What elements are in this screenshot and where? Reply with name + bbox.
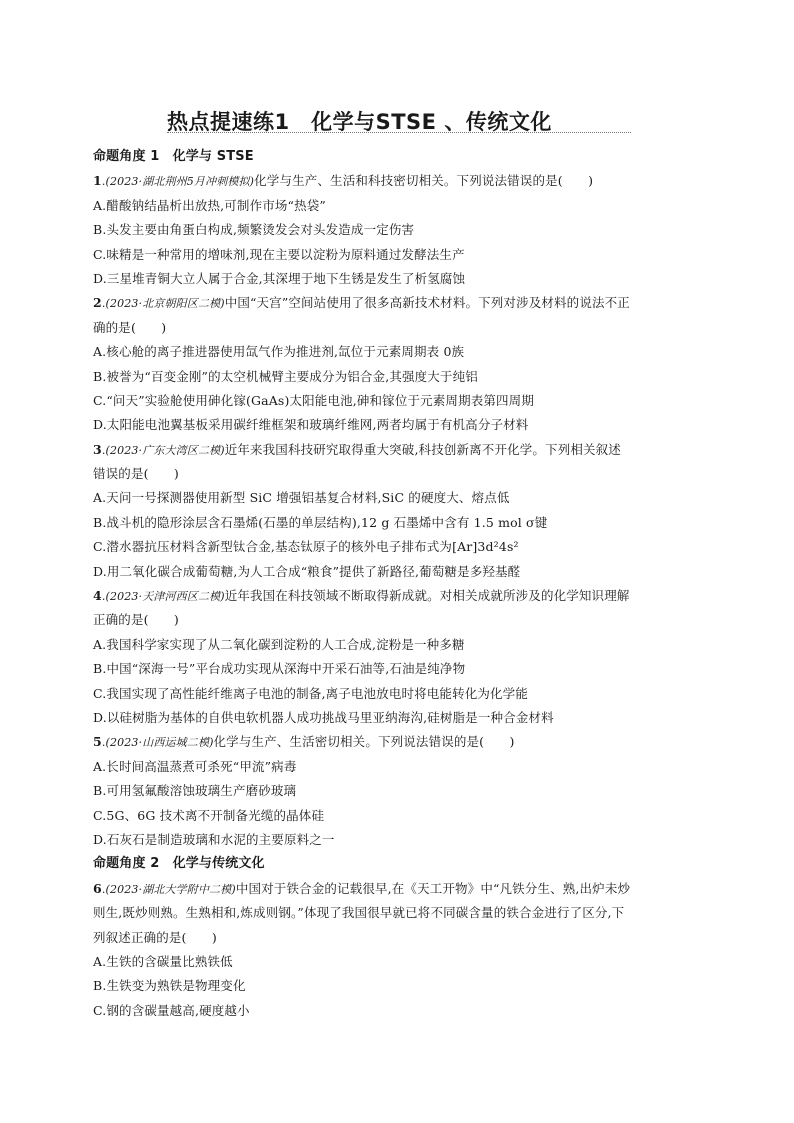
question-stem xyxy=(93,584,713,608)
answer-option: C.味精是一种常用的增味剂,现在主要以淀粉为原料通过发酵法生产 xyxy=(93,246,465,262)
question-text-continued: 列叙述正确的是( ) xyxy=(93,929,217,945)
answer-option: A.天问一号探测器使用新型 SiC 增强铝基复合材料,SiC 的硬度大、熔点低 xyxy=(93,490,510,506)
page-title: 热点提速练1 化学与STSE 、传统文化 xyxy=(167,110,552,134)
answer-option: B.战斗机的隐形涂层含石墨烯(石墨的单层结构),12 g 石墨烯中含有 1.5 mol σ键 xyxy=(93,514,548,530)
answer-option: B.中国“深海一号”平台成功实现从深海中开采石油等,石油是纯净物 xyxy=(93,661,466,677)
section-heading: 命题角度 2 化学与传统文化 xyxy=(93,856,265,872)
question-number: 6 xyxy=(93,880,102,896)
question-stem xyxy=(93,877,713,901)
question-stem xyxy=(93,169,713,193)
question-stem xyxy=(93,730,713,754)
question-source: .(2023·天津河西区二模) xyxy=(101,590,225,604)
question-text-continued: 错误的是( ) xyxy=(93,466,179,482)
question-stem xyxy=(93,291,713,315)
question-source: .(2023·北京朝阳区二模) xyxy=(101,297,225,311)
section-heading: 命题角度 1 化学与 STSE xyxy=(93,149,254,164)
answer-option: D.太阳能电池翼基板采用碳纤维框架和玻璃纤维网,两者均属于有机高分子材料 xyxy=(93,417,529,433)
question-text: 化学与生产、生活和科技密切相关。下列说法错误的是( ) xyxy=(254,173,594,189)
question-source: .(2023·湖北荆州5月冲刺模拟) xyxy=(101,175,255,189)
question-source: .(2023·湖北大学附中二模) xyxy=(101,882,236,896)
answer-option: C.5G、6G 技术离不开制备光缆的晶体硅 xyxy=(93,807,325,823)
answer-option: B.被誉为“百变金刚”的太空机械臂主要成分为铝合金,其强度大于纯铝 xyxy=(93,368,478,384)
question-source: .(2023·山西运城二模) xyxy=(101,736,214,750)
question-text: 近年来我国科技研究取得重大突破,科技创新离不开化学。下列相关叙述 xyxy=(224,441,621,457)
answer-option: C.“问天”实验舱使用砷化镓(GaAs)太阳能电池,砷和镓位于元素周期表第四周期 xyxy=(93,392,534,408)
answer-option: C.我国实现了高性能纤维离子电池的制备,离子电池放电时将电能转化为化学能 xyxy=(93,685,528,701)
question-text: 化学与生产、生活密切相关。下列说法错误的是( ) xyxy=(213,734,515,750)
question-number: 5 xyxy=(93,734,102,750)
question-list xyxy=(93,145,713,1023)
title-underline xyxy=(167,132,631,133)
question-text: 近年我国在科技领域不断取得新成就。对相关成就所涉及的化学知识理解 xyxy=(224,588,630,604)
question-text-continued: 则生,既炒则熟。生熟相和,炼成则钢。”体现了我国很早就已将不同碳含量的铁合金进行了区分,下 xyxy=(93,905,625,921)
answer-option: A.我国科学家实现了从二氧化碳到淀粉的人工合成,淀粉是一种多糖 xyxy=(93,636,465,652)
answer-option: B.可用氢氟酸溶蚀玻璃生产磨砂玻璃 xyxy=(93,783,297,799)
question-stem xyxy=(93,438,713,462)
answer-option: A.生铁的含碳量比熟铁低 xyxy=(93,953,233,969)
answer-option: A.长时间高温蒸煮可杀死“甲流”病毒 xyxy=(93,758,297,774)
answer-option: D.用二氧化碳合成葡萄糖,为人工合成“粮食”提供了新路径,葡萄糖是多羟基醛 xyxy=(93,563,521,579)
answer-option: A.醋酸钠结晶析出放热,可制作市场“热袋” xyxy=(93,197,326,213)
answer-option: D.以硅树脂为基体的自供电软机器人成功挑战马里亚纳海沟,硅树脂是一种合金材料 xyxy=(93,709,554,725)
answer-option: B.生铁变为熟铁是物理变化 xyxy=(93,978,246,994)
answer-option: C.钢的含碳量越高,硬度越小 xyxy=(93,1002,250,1018)
question-source: .(2023·广东大湾区二模) xyxy=(101,443,225,457)
question-number: 3 xyxy=(93,441,102,457)
question-text: 中国对于铁合金的记载很早,在《天工开物》中“凡铁分生、熟,出炉未炒 xyxy=(235,880,631,896)
question-number: 1 xyxy=(93,173,102,189)
answer-option: B.头发主要由角蛋白构成,频繁烫发会对头发造成一定伤害 xyxy=(93,222,415,238)
answer-option: D.三星堆青铜大立人属于合金,其深埋于地下生锈是发生了析氢腐蚀 xyxy=(93,270,466,286)
answer-option: C.潜水器抗压材料含新型钛合金,基态钛原子的核外电子排布式为[Ar]3d²4s² xyxy=(93,539,519,555)
question-text: 中国“天宫”空间站使用了很多高新技术材料。下列对涉及材料的说法不正 xyxy=(224,295,630,311)
question-number: 2 xyxy=(93,295,102,311)
question-text-continued: 确的是( ) xyxy=(93,319,167,335)
answer-option: A.核心舱的离子推进器使用氙气作为推进剂,氙位于元素周期表 0族 xyxy=(93,344,465,360)
question-number: 4 xyxy=(93,588,102,604)
question-text-continued: 正确的是( ) xyxy=(93,612,179,628)
answer-option: D.石灰石是制造玻璃和水泥的主要原料之一 xyxy=(93,831,335,847)
